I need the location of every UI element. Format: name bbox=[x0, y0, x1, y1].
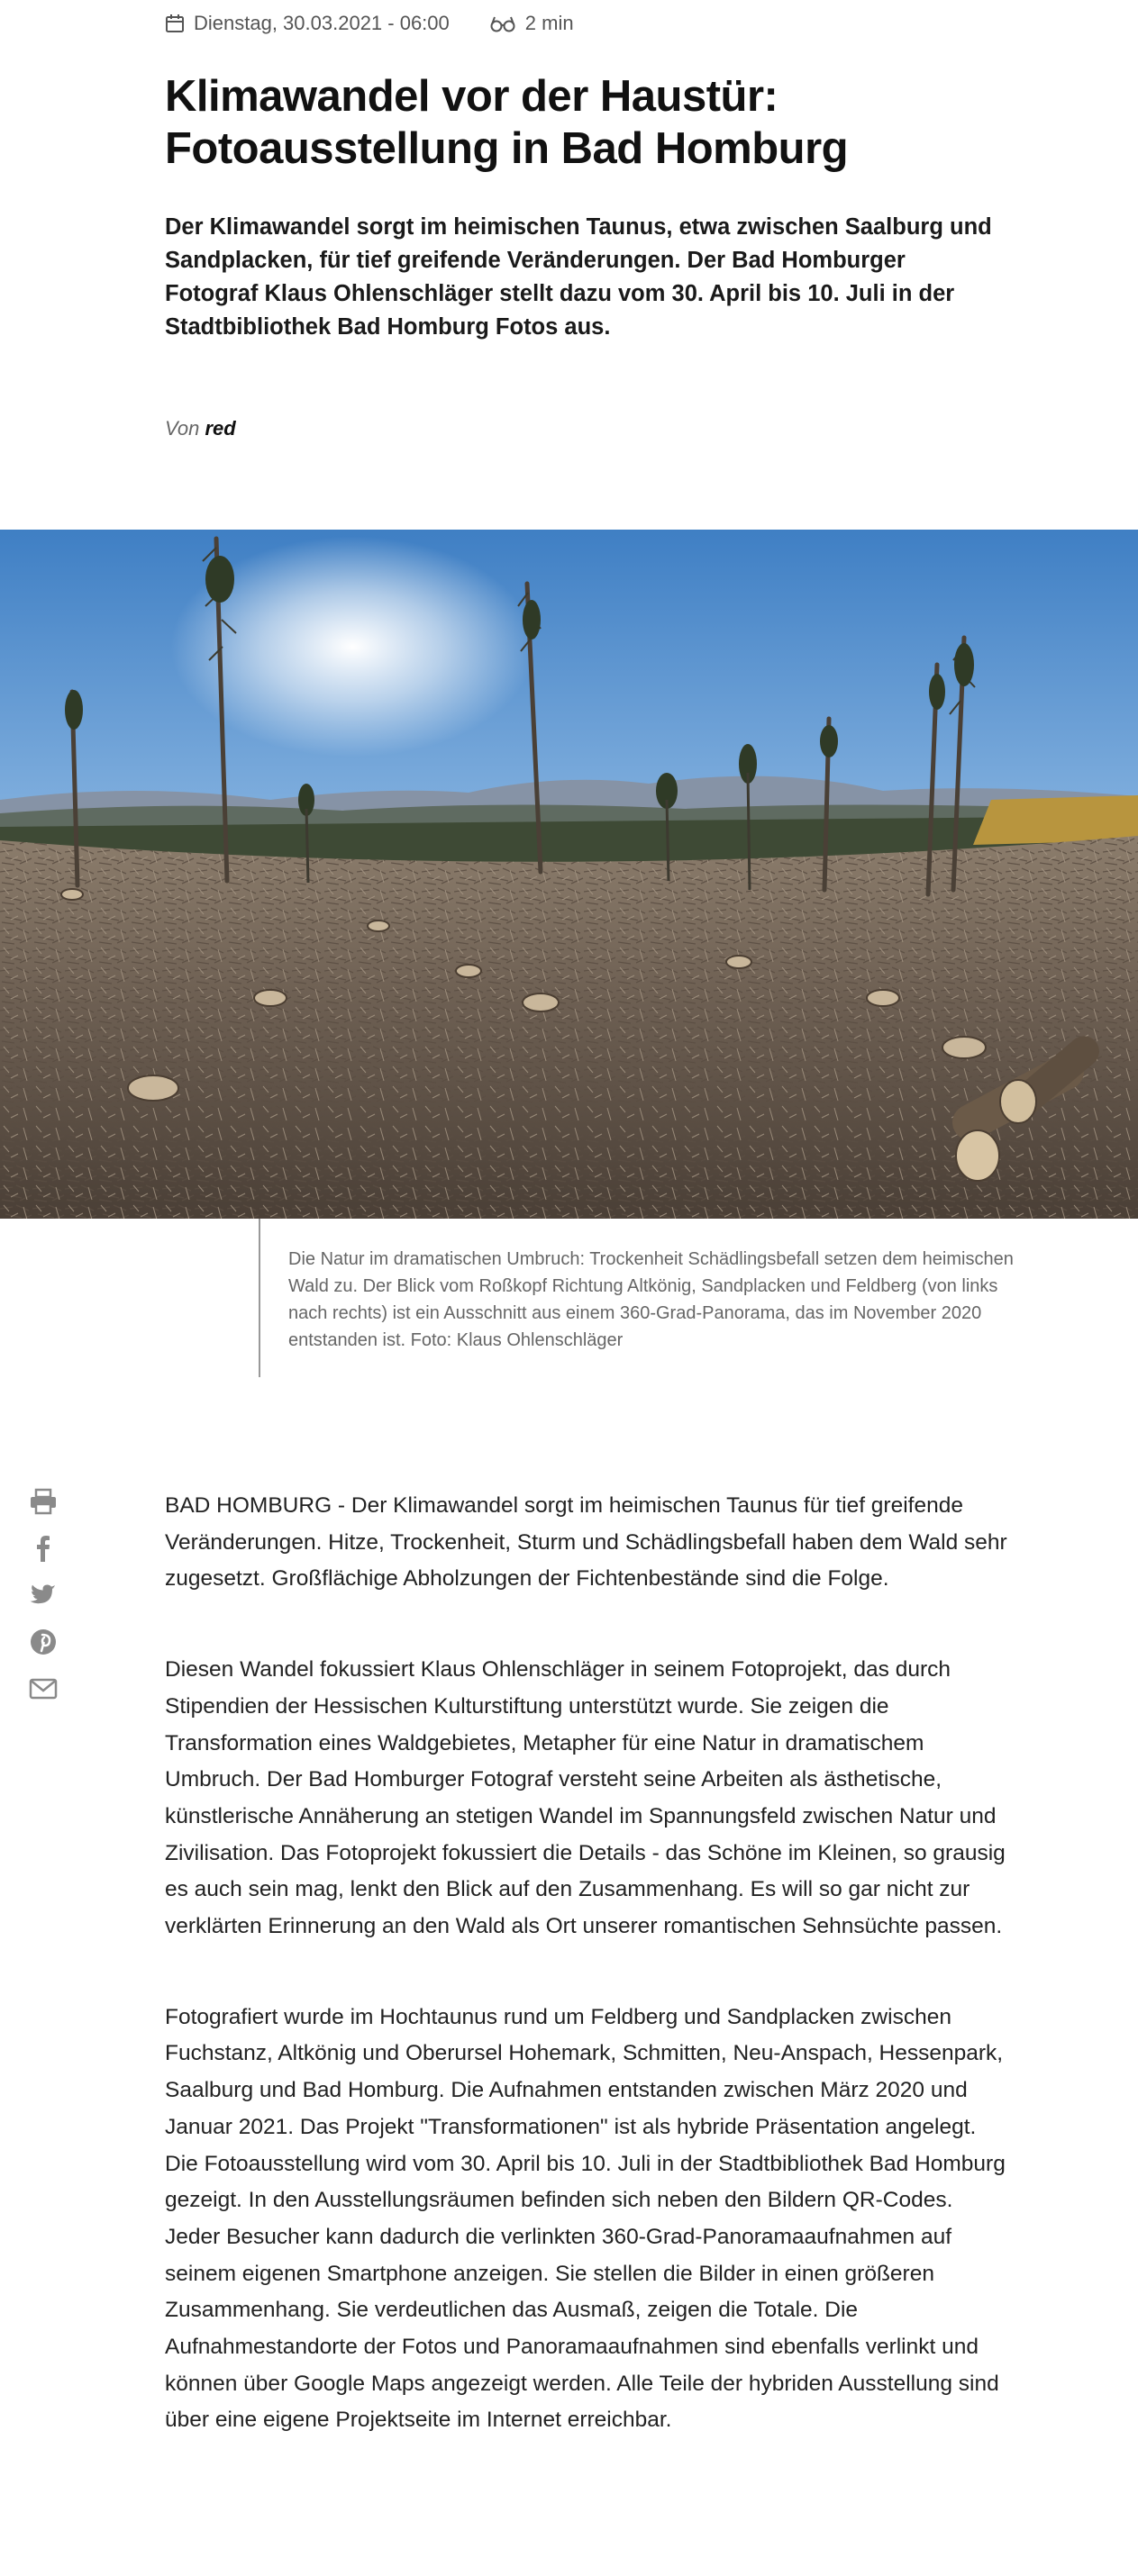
email-icon[interactable] bbox=[28, 1673, 59, 1704]
article-title bbox=[165, 70, 976, 175]
article-lead: Der Klimawandel sorgt im heimischen Taunus, etwa zwischen Saalburg und Sandplacken, für tief greifende Veränderungen. Der Bad Homburger Fotograf Klaus Ohlenschläger stellt dazu vom 30. April bis 10. Juli in der Stadtbibliothek Bad Homburg Fotos aus. bbox=[165, 214, 992, 340]
title-line-2: Fotoausstellung in Bad Homburg bbox=[165, 124, 849, 173]
image-caption: Die Natur im dramatischen Umbruch: Trockenheit Schädlingsbefall setzen dem heimischen Wald zu. Der Blick vom Roßkopf Richtung Altkönig, Sandplacken und Feldberg (von links nach rechts) ist ein Ausschnitt aus einem 360-Grad-Panorama, das im November 2020 entstanden ist. Foto: Klaus Ohlenschläger bbox=[259, 1219, 1033, 1377]
body-paragraph: Diesen Wandel fokussiert Klaus Ohlenschläger in seinem Fotoprojekt, das durch Stipendien der Hessischen Kulturstiftung unterstützt wurde. Sie zeigen die Transformation eines Waldgebietes, Metapher für eine Natur in dramatischem Umbruch. Der Bad Homburger Fotograf versteht seine Arbeiten als ästhetische, künstlerische Annäherung an stetigen Wandel im Spannungsfeld zwischen Natur und Zivilisation. Das Fotoprojekt fokussiert die Details - das Schöne im Kleinen, so grausig es auch sein mag, lenkt den Blick auf den Zusammenhang. Es will so gar nicht zur verklärten Erinnerung an den Wald als Ort unserer romantischen Sehnsüchte passen. bbox=[165, 1657, 1006, 1939]
hero-image[interactable] bbox=[0, 530, 1138, 1219]
glasses-icon bbox=[489, 14, 516, 32]
body-paragraph: Fotografiert wurde im Hochtaunus rund um Feldberg und Sandplacken zwischen Fuchstanz, Altkönig und Oberursel Hohemark, Schmitten, Neu-Anspach, Hessenpark, Saalburg und Bad Homburg. Die Aufnahmen entstanden zwischen März 2020 und Januar 2021. Das Projekt "Transformationen" ist als hybride Präsentation angelegt. Die Fotoausstellung wird vom 30. April bis 10. Juli in der Stadtbibliothek Bad Homburg gezeigt. In den Ausstellungsräumen befinden sich neben den Bildern QR-Codes. Jeder Besucher kann dadurch die verlinkten 360-Grad-Panoramaaufnahmen auf seinem eigenen Smartphone anzeigen. Sie stellen die Bilder in einen größeren Zusammenhang. Sie verdeutlichen das Ausmaß, zeigen die Totale. Die Aufnahmestandorte der Fotos und Panoramaaufnahmen sind ebenfalls verlinkt und können über Google Maps angezeigt werden. Alle Teile der hybriden Ausstellung sind über eine eigene Projektseite im Internet erreichbar. bbox=[165, 2004, 1006, 2433]
calendar-icon bbox=[165, 14, 185, 33]
facebook-icon[interactable] bbox=[28, 1533, 59, 1564]
body-paragraph: BAD HOMBURG - Der Klimawandel sorgt im heimischen Taunus für tief greifende Veränderungen. Hitze, Trockenheit, Sturm und Schädlingsbefall haben dem Wald sehr zugesetzt. Großflächige Abholzungen der Fichtenbestände sind die Folge. bbox=[165, 1493, 1007, 1592]
print-icon[interactable] bbox=[28, 1486, 59, 1517]
byline-prefix: Von bbox=[165, 417, 200, 440]
share-bar bbox=[28, 1486, 59, 1720]
article-body bbox=[165, 1488, 1007, 2493]
twitter-icon[interactable] bbox=[28, 1580, 59, 1610]
byline bbox=[165, 417, 236, 440]
reading-time-value: 2 min bbox=[524, 12, 574, 34]
pinterest-icon[interactable] bbox=[28, 1627, 59, 1657]
publish-date: Dienstag, 30.03.2021 - 06:00 bbox=[194, 12, 450, 34]
title-line-1: Klimawandel vor der Haustür: bbox=[165, 72, 778, 121]
article-meta bbox=[165, 9, 574, 38]
reading-time bbox=[489, 12, 574, 35]
author-link[interactable]: red bbox=[205, 417, 236, 440]
